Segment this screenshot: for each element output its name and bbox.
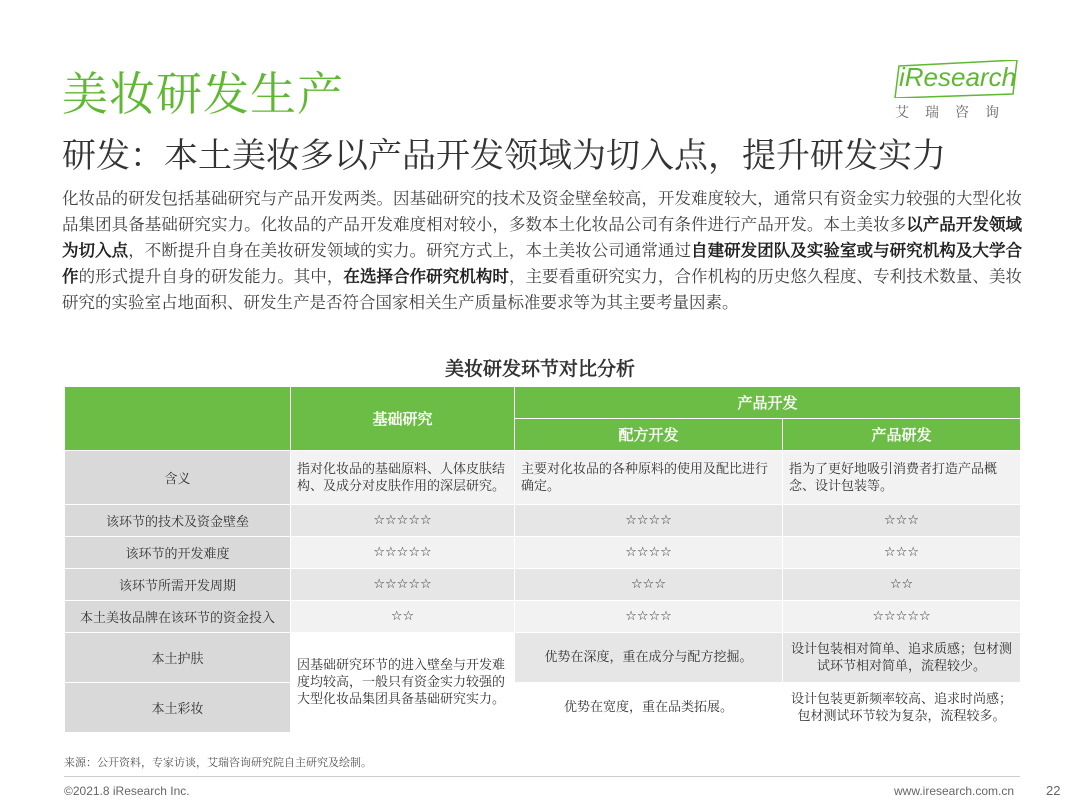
table-row [65, 451, 1021, 505]
header-product-rd: 产品研发 [783, 419, 1021, 451]
table-title: 美妆研发环节对比分析 [444, 358, 635, 380]
skincare-formula: 优势在深度，重在成分与配方挖掘。 [515, 633, 783, 683]
barrier-basic-rating: ☆☆☆☆☆ [291, 505, 515, 537]
intro-text-2: ，不断提升自身在美妆研发领域的实力。研究方式上，本土美妆公司通常通过 [128, 241, 692, 260]
difficulty-basic-rating: ☆☆☆☆☆ [291, 537, 515, 569]
intro-bold-2: 自建研发团队及实验室或与研究机构及大学合作 [62, 241, 1023, 286]
makeup-product: 设计包装更新频率较高、追求时尚感；包材测试环节较为复杂，流程较多。 [783, 683, 1021, 733]
barrier-formula-rating: ☆☆☆☆ [515, 505, 783, 537]
intro-text-1: 化妆品的研发包括基础研究与产品开发两类。因基础研究的技术及资金壁垒较高，开发难度较大，通常只有资金实力较强的大型化妆品集团具备基础研究实力。化妆品的产品开发难度相对较小，多数本土化妆品公司有条件进行产品开发。本土美妆多 [62, 189, 1022, 234]
iresearch-logo [893, 58, 1033, 124]
table-row [65, 601, 1021, 633]
barrier-product-rating: ☆☆☆ [783, 505, 1021, 537]
row-label-investment: 本土美妆品牌在该环节的资金投入 [65, 601, 291, 633]
cycle-formula-rating: ☆☆☆ [515, 569, 783, 601]
table-row [65, 537, 1021, 569]
section-title: 美妆研发生产 [62, 67, 344, 121]
table-header-row [65, 387, 1021, 419]
row-label-barrier: 该环节的技术及资金壁垒 [65, 505, 291, 537]
table-row [65, 633, 1021, 683]
difficulty-formula-rating: ☆☆☆☆ [515, 537, 783, 569]
meaning-formula: 主要对化妆品的各种原料的使用及配比进行确定。 [515, 451, 783, 505]
header-corner [65, 387, 291, 451]
page-subtitle: 研发：本土美妆多以产品开发领域为切入点，提升研发实力 [62, 136, 946, 176]
row-label-makeup: 本土彩妆 [65, 683, 291, 733]
header-basic-research: 基础研究 [291, 387, 515, 451]
meaning-basic: 指对化妆品的基础原料、人体皮肤结构、及成分对皮肤作用的深层研究。 [291, 451, 515, 505]
comparison-table [64, 386, 1021, 733]
investment-product-rating: ☆☆☆☆☆ [783, 601, 1021, 633]
investment-formula-rating: ☆☆☆☆ [515, 601, 783, 633]
intro-bold-3: 在选择合作研究机构时 [343, 267, 509, 286]
cycle-basic-rating: ☆☆☆☆☆ [291, 569, 515, 601]
intro-paragraph [62, 186, 1022, 316]
local-basic-note: 因基础研究环节的进入壁垒与开发难度均较高，一般只有资金实力较强的大型化妆品集团具备基础研究实力。 [291, 633, 515, 733]
row-label-cycle: 该环节所需开发周期 [65, 569, 291, 601]
row-label-difficulty: 该环节的开发难度 [65, 537, 291, 569]
header-formula-dev: 配方开发 [515, 419, 783, 451]
cycle-product-rating: ☆☆ [783, 569, 1021, 601]
footer-divider [64, 776, 1020, 777]
makeup-formula: 优势在宽度，重在品类拓展。 [515, 683, 783, 733]
logo-cn-text: 艾瑞咨询 [895, 105, 1015, 121]
table-row [65, 683, 1021, 733]
row-label-meaning: 含义 [65, 451, 291, 505]
meaning-product: 指为了更好地吸引消费者打造产品概念、设计包装等。 [783, 451, 1021, 505]
skincare-product: 设计包装相对简单、追求质感；包材测试环节相对简单，流程较少。 [783, 633, 1021, 683]
copyright: ©2021.8 iResearch Inc. [64, 784, 190, 798]
header-product-dev: 产品开发 [515, 387, 1021, 419]
table-row [65, 569, 1021, 601]
source-note: 来源：公开资料，专家访谈，艾瑞咨询研究院自主研究及绘制。 [64, 756, 372, 769]
page-number: 22 [1046, 783, 1061, 798]
table-row [65, 505, 1021, 537]
intro-bold-1: 以产品开发领域为切入点 [62, 215, 1023, 260]
investment-basic-rating: ☆☆ [291, 601, 515, 633]
row-label-skincare: 本土护肤 [65, 633, 291, 683]
difficulty-product-rating: ☆☆☆ [783, 537, 1021, 569]
website-link[interactable]: www.iresearch.com.cn [894, 784, 1015, 798]
intro-text-3: 的形式提升自身的研发能力。其中， [78, 267, 344, 286]
logo-text: iResearch [899, 62, 1017, 92]
intro-text-4: ，主要看重研究实力，合作机构的历史悠久程度、专利技术数量、美妆研究的实验室占地面积、研发生产是否符合国家相关生产质量标准要求等为其主要考量因素。 [62, 267, 1023, 312]
